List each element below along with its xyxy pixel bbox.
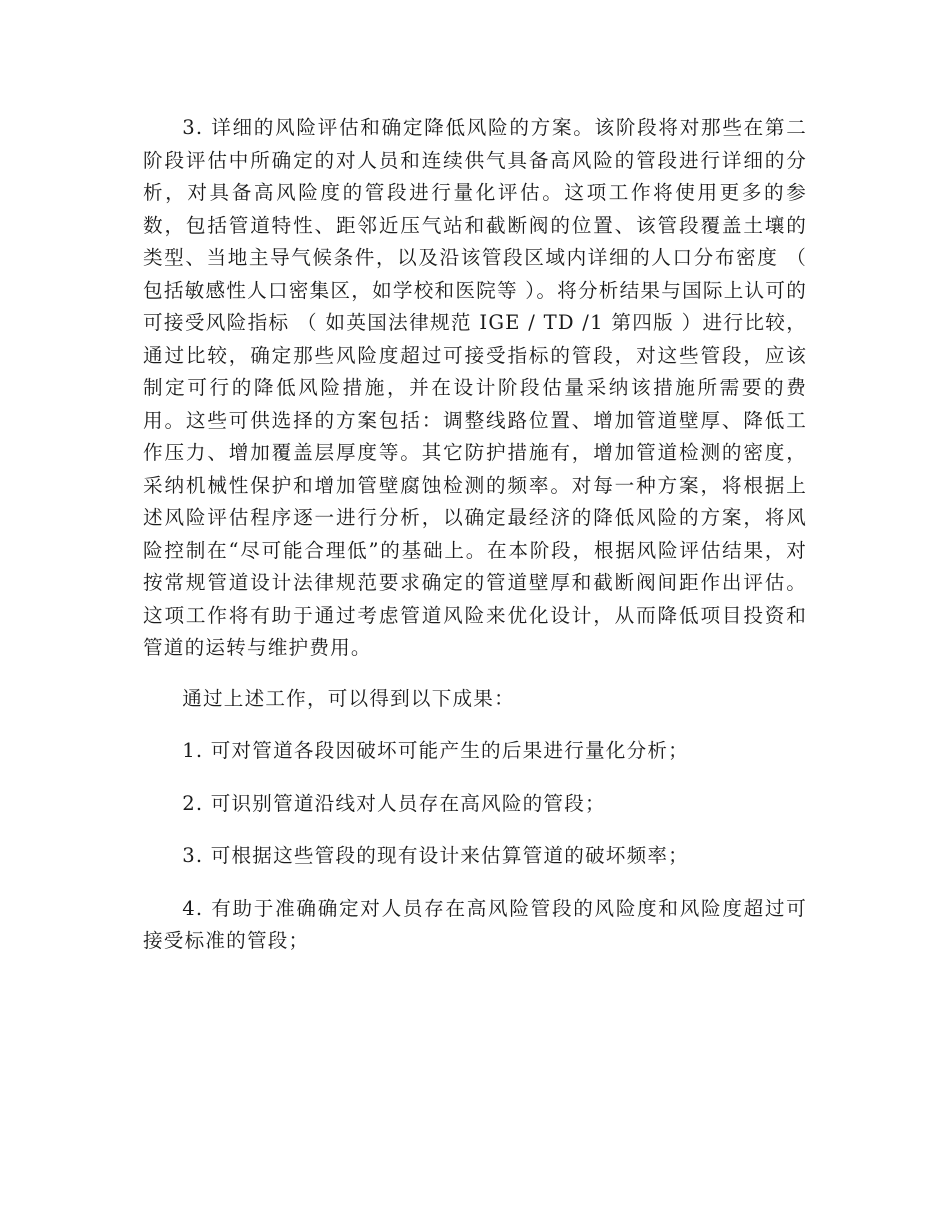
- paragraph-results-intro: 通过上述工作，可以得到以下成果：: [182, 686, 515, 710]
- list-item-1: 1. 可对管道各段因破坏可能产生的后果进行量化分析；: [182, 739, 689, 762]
- paragraph-detailed-risk-assessment: 3. 详细的风险评估和确定降低风险的方案。该阶段将对那些在第二阶段评估中所确定的对人员和连续供气具备高风险的管段进行详细的分析，对具备高风险度的管段进行量化评估。这项工作将使用更多的参数，包括管道特性、距邻近压气站和截断阀的位置、该管段覆盖土壤的类型、当地主导气候条件，以及沿该管段区域内详细的人口分布密度 （ 包括敏感性人口密集区，如学校和医院等 ）。将分析结果与国际上认可的可接受风险指标 （ 如英国法律规范 IGE / TD /1 第四版 ）进行比较，通过比较，确定那些风险度超过可接受指标的管段，对这些管段，应该制定可行的降低风险措施，并在设计阶段估量采纳该措施所需要的费用。这些可供选择的方案包括：调整线路位置、增加管道壁厚、降低工作压力、增加覆盖层厚度等。其它防护措施有，增加管道检测的密度，采纳机械性保护和增加管壁腐蚀检测的频率。对每一种方案，将根据上述风险评估程序逐一进行分析，以确定最经济的降低风险的方案，将风险控制在“尽可能合理低”的基础上。在本阶段，根据风险评估结果，对按常规管道设计法律规范要求确定的管道壁厚和截断阀间距作出评估。这项工作将有助于通过考虑管道风险来优化设计，从而降低项目投资和管道的运转与维护费用。: [143, 116, 807, 659]
- list-item-3: 3. 可根据这些管段的现有设计来估算管道的破坏频率；: [182, 844, 689, 867]
- list-item-4: 4. 有助于准确确定对人员存在高风险管段的风险度和风险度超过可接受标准的管段；: [143, 896, 807, 952]
- list-item-2: 2. 可识别管道沿线对人员存在高风险的管段；: [182, 791, 606, 815]
- document-body: [143, 112, 807, 978]
